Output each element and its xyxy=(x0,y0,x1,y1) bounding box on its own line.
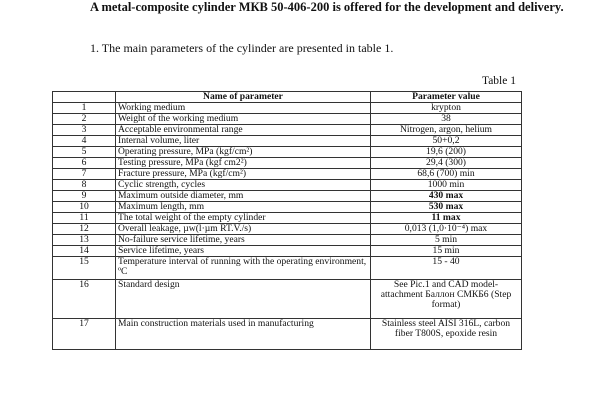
row-number: 6 xyxy=(53,158,116,169)
name-header-cell: Name of parameter xyxy=(116,92,371,103)
value-header-cell: Parameter value xyxy=(371,92,522,103)
parameter-name: Maximum length, mm xyxy=(116,202,371,213)
table-row xyxy=(53,246,522,257)
parameter-name: The total weight of the empty cylinder xyxy=(116,213,371,224)
row-number: 5 xyxy=(53,147,116,158)
table-row xyxy=(53,169,522,180)
table-row xyxy=(53,257,522,280)
intro-paragraph: 1. The main parameters of the cylinder are presented in table 1. xyxy=(90,41,394,55)
table-row xyxy=(53,114,522,125)
parameter-value: Nitrogen, argon, helium xyxy=(371,125,522,136)
parameter-value: 50+0,2 xyxy=(371,136,522,147)
parameter-name: Service lifetime, years xyxy=(116,246,371,257)
parameter-value: See Pic.1 and CAD model-attachment Баллон СМКБ6 (Step format) xyxy=(371,280,522,319)
row-number: 14 xyxy=(53,246,116,257)
parameter-name: Overall leakage, µw(l·µm RT.V./s) xyxy=(116,224,371,235)
row-number: 11 xyxy=(53,213,116,224)
table-row xyxy=(53,280,522,319)
row-number: 12 xyxy=(53,224,116,235)
parameter-value: 430 max xyxy=(371,191,522,202)
parameter-name: Working medium xyxy=(116,103,371,114)
row-number: 7 xyxy=(53,169,116,180)
table-row xyxy=(53,224,522,235)
num-header-cell xyxy=(53,92,116,103)
parameter-name: Operating pressure, MPa (kgf/cm²) xyxy=(116,147,371,158)
parameter-value: Stainless steel AISI 316L, carbon fiber T800S, epoxide resin xyxy=(371,319,522,350)
row-number: 15 xyxy=(53,257,116,280)
table-header-row xyxy=(53,92,522,103)
row-number: 9 xyxy=(53,191,116,202)
row-number: 13 xyxy=(53,235,116,246)
row-number: 2 xyxy=(53,114,116,125)
parameter-name: Fracture pressure, MPa (kgf/cm²) xyxy=(116,169,371,180)
parameter-name: Temperature interval of running with the operating environment, ºC xyxy=(116,257,371,280)
parameter-name: Testing pressure, MPa (kgf cm2²) xyxy=(116,158,371,169)
parameter-value: 15 min xyxy=(371,246,522,257)
parameter-value: krypton xyxy=(371,103,522,114)
document-heading: A metal-composite cylinder МКВ 50-406-200 is offered for the development and delivery. xyxy=(90,0,564,14)
parameter-value: 0,013 (1,0·10⁻⁴) max xyxy=(371,224,522,235)
table-row xyxy=(53,158,522,169)
table-row xyxy=(53,213,522,224)
table-row xyxy=(53,191,522,202)
parameter-value: 29,4 (300) xyxy=(371,158,522,169)
parameter-value: 38 xyxy=(371,114,522,125)
parameter-name: Acceptable environmental range xyxy=(116,125,371,136)
table-row xyxy=(53,180,522,191)
parameter-name: No-failure service lifetime, years xyxy=(116,235,371,246)
parameter-value: 5 min xyxy=(371,235,522,246)
row-number: 8 xyxy=(53,180,116,191)
table-row xyxy=(53,202,522,213)
table-row xyxy=(53,235,522,246)
table-row xyxy=(53,319,522,350)
row-number: 10 xyxy=(53,202,116,213)
parameter-name: Standard design xyxy=(116,280,371,319)
parameter-value: 530 max xyxy=(371,202,522,213)
parameter-name: Internal volume, liter xyxy=(116,136,371,147)
parameters-table xyxy=(52,91,522,350)
table-caption: Table 1 xyxy=(481,75,516,87)
row-number: 16 xyxy=(53,280,116,319)
row-number: 3 xyxy=(53,125,116,136)
parameter-name: Cyclic strength, cycles xyxy=(116,180,371,191)
parameter-name: Weight of the working medium xyxy=(116,114,371,125)
parameter-name: Main construction materials used in manufacturing xyxy=(116,319,371,350)
parameter-value: 11 max xyxy=(371,213,522,224)
row-number: 17 xyxy=(53,319,116,350)
parameter-value: 1000 min xyxy=(371,180,522,191)
table-row xyxy=(53,103,522,114)
parameter-value: 68,6 (700) min xyxy=(371,169,522,180)
row-number: 1 xyxy=(53,103,116,114)
table-row xyxy=(53,136,522,147)
parameter-name: Maximum outside diameter, mm xyxy=(116,191,371,202)
table-row xyxy=(53,147,522,158)
row-number: 4 xyxy=(53,136,116,147)
table-row xyxy=(53,125,522,136)
parameter-value: 15 - 40 xyxy=(371,257,522,280)
parameter-value: 19,6 (200) xyxy=(371,147,522,158)
